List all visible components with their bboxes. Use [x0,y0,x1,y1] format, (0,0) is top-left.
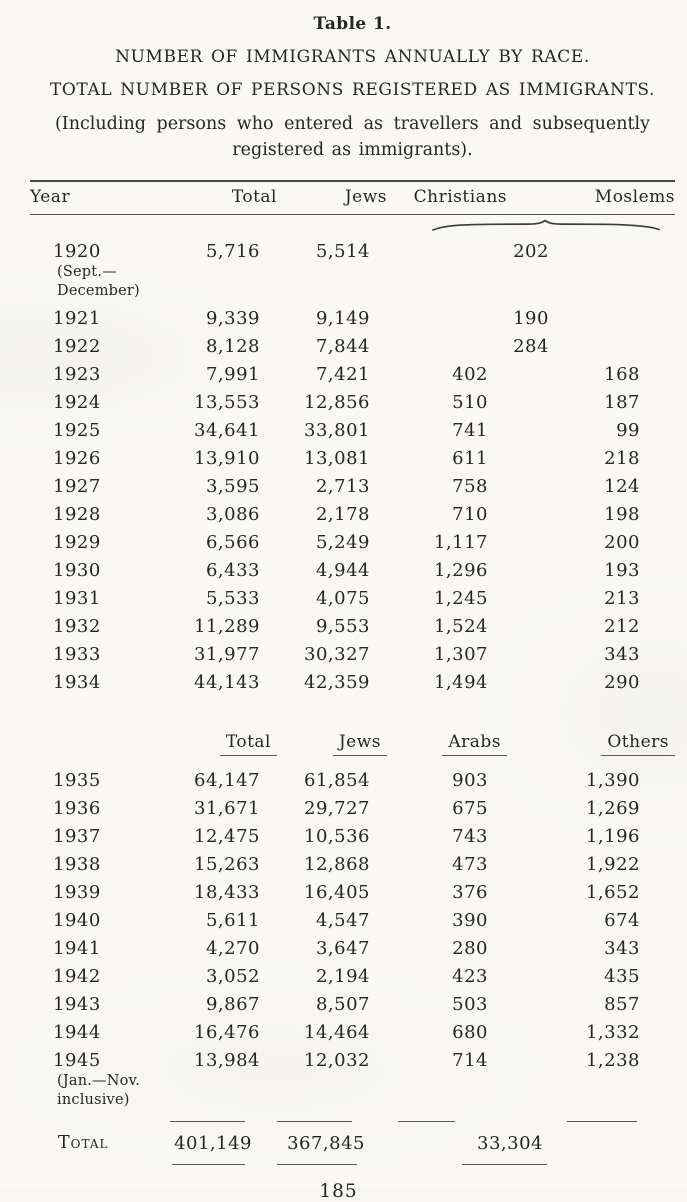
table2-body [30,766,675,1113]
year-cell [30,360,142,388]
jews-cell: 9,553 [315,615,370,637]
column-header-jews: Jews [277,181,387,215]
others-cell: 857 [604,993,640,1015]
column-header-christians: Christians [387,181,507,215]
total-cell: 3,052 [205,965,260,987]
christians-cell: 1,307 [433,643,488,665]
total-cell: 6,566 [205,531,260,553]
total-cell: 4,270 [205,937,260,959]
jews-cell: 12,032 [304,1049,370,1071]
total-cell: 13,910 [194,447,260,469]
year-label: 1923 [53,363,101,385]
total-cell: 9,867 [205,993,260,1015]
year-label: 1922 [53,335,101,357]
jews-cell: 2,713 [315,475,370,497]
others-cell: 1,390 [585,769,640,791]
jews-cell: 29,727 [304,797,370,819]
christians-cell: 741 [452,419,488,441]
christians-cell: 1,296 [433,559,488,581]
section-spacer [30,696,675,730]
year-cell [30,584,142,612]
table2-header-row [30,730,675,766]
jews-cell: 8,507 [315,993,370,1015]
column-header-year: Year [30,181,142,215]
grand-total-label: Total [58,1133,109,1153]
year-label: 1927 [53,475,101,497]
jews-cell: 12,868 [304,853,370,875]
closing-rule [462,1164,547,1165]
year-note [53,263,142,301]
moslems-cell: 99 [616,419,640,441]
arabs-cell: 680 [452,1021,488,1043]
jews-cell: 4,075 [315,587,370,609]
table1-body [30,237,675,696]
table1-header-row [30,181,675,215]
table-row [30,556,675,584]
year-cell [30,668,142,696]
table-row [30,1046,675,1113]
year-label: 1929 [53,531,101,553]
total-cell: 31,977 [194,643,260,665]
total-separator-rules [30,1113,675,1126]
table-row [30,332,675,360]
closing-rule [277,1164,357,1165]
year-label: 1930 [53,559,101,581]
jews-cell: 61,854 [304,769,370,791]
year-cell [30,794,142,822]
year-label: 1944 [53,1021,101,1043]
jews-cell: 16,405 [304,881,370,903]
christians-moslems-combined-cell: 202 [513,240,549,262]
separator-rule [567,1121,637,1122]
jews-cell: 14,464 [304,1021,370,1043]
page-number: 185 [319,1181,358,1202]
table-number-title: Table 1. [313,14,392,34]
year-label: 1921 [53,307,101,329]
jews-cell: 33,801 [304,419,370,441]
table-row [30,360,675,388]
year-note-line: inclusive) [57,1091,130,1108]
year-cell [30,388,142,416]
christians-cell: 1,524 [433,615,488,637]
moslems-cell: 213 [604,587,640,609]
christians-moslems-combined-cell: 190 [513,307,549,329]
total-cell: 18,433 [194,881,260,903]
jews-cell: 13,081 [304,447,370,469]
year-label: 1942 [53,965,101,987]
year-label: 1931 [53,587,101,609]
year-label: 1935 [53,769,101,791]
others-cell: 1,332 [585,1021,640,1043]
jews-cell: 3,647 [315,937,370,959]
table-row [30,640,675,668]
moslems-cell: 198 [604,503,640,525]
grand-total-arabs-others-value: 33,304 [477,1133,543,1154]
year-cell [30,962,142,990]
christians-moslems-combined-cell: 284 [513,335,549,357]
subtitle [30,111,675,164]
total-cell: 31,671 [194,797,260,819]
others-cell: 1,196 [585,825,640,847]
moslems-cell: 212 [604,615,640,637]
total-cell: 64,147 [194,769,260,791]
table-row [30,766,675,794]
year-cell [30,416,142,444]
christians-moslems-brace-icon [430,219,675,232]
grand-total-row [30,1126,675,1160]
arabs-cell: 473 [452,853,488,875]
table-row [30,304,675,332]
year-label: 1933 [53,643,101,665]
subtitle-line-2: registered as immigrants). [232,140,473,161]
christians-cell: 611 [452,447,488,469]
arabs-cell: 675 [452,797,488,819]
year-label: 1937 [53,825,101,847]
moslems-cell: 343 [604,643,640,665]
others-cell: 1,269 [585,797,640,819]
column-header-others: Others [507,730,675,766]
year-cell [30,990,142,1018]
jews-cell: 4,944 [315,559,370,581]
christians-cell: 510 [452,391,488,413]
total-cell: 12,475 [194,825,260,847]
year-cell [30,528,142,556]
year-label: 1939 [53,881,101,903]
arabs-cell: 280 [452,937,488,959]
year-cell [30,237,142,304]
others-cell: 1,238 [585,1049,640,1071]
jews-cell: 5,249 [315,531,370,553]
table-row [30,906,675,934]
main-heading: NUMBER OF IMMIGRANTS ANNUALLY BY RACE. [115,47,590,67]
table-row [30,472,675,500]
table-row [30,500,675,528]
separator-rule [277,1121,352,1122]
others-cell: 343 [604,937,640,959]
year-note-line: (Jan.—Nov. [57,1072,141,1089]
jews-cell: 9,149 [315,307,370,329]
table-row [30,668,675,696]
moslems-cell: 124 [604,475,640,497]
secondary-heading: TOTAL NUMBER OF PERSONS REGISTERED AS IMMIGRANTS. [49,80,656,100]
column-header-arabs: Arabs [387,730,507,766]
total-closing-rules [30,1160,675,1167]
year-cell [30,444,142,472]
separator-rule [170,1121,245,1122]
christians-cell: 1,117 [433,531,488,553]
year-label: 1940 [53,909,101,931]
year-label: 1941 [53,937,101,959]
christians-cell: 1,245 [433,587,488,609]
others-cell: 1,652 [585,881,640,903]
year-cell [30,906,142,934]
table-row [30,416,675,444]
others-cell: 1,922 [585,853,640,875]
moslems-cell: 168 [604,363,640,385]
column-header-moslems: Moslems [507,181,675,215]
year-cell [30,878,142,906]
total-cell: 11,289 [194,615,260,637]
year-cell [30,500,142,528]
total-cell: 5,533 [205,587,260,609]
table-row [30,388,675,416]
others-cell: 674 [604,909,640,931]
year-cell [30,1046,142,1113]
jews-cell: 4,547 [315,909,370,931]
table-row [30,444,675,472]
year-cell [30,850,142,878]
grand-total-value: 401,149 [174,1133,252,1154]
jews-cell: 7,844 [315,335,370,357]
grand-total-jews-value: 367,845 [287,1133,365,1154]
total-cell: 5,716 [205,240,260,262]
jews-cell: 5,514 [315,240,370,262]
jews-cell: 2,178 [315,503,370,525]
year-note [53,1072,142,1110]
total-cell: 6,433 [205,559,260,581]
total-cell: 15,263 [194,853,260,875]
year-cell [30,766,142,794]
year-label: 1928 [53,503,101,525]
arabs-cell: 376 [452,881,488,903]
closing-rule [172,1164,245,1165]
table-row [30,794,675,822]
year-label: 1932 [53,615,101,637]
column-header-total-2: Total [142,730,277,766]
separator-rule [398,1121,455,1122]
total-cell: 16,476 [194,1021,260,1043]
christians-cell: 1,494 [433,671,488,693]
arabs-cell: 390 [452,909,488,931]
total-cell: 3,086 [205,503,260,525]
moslems-cell: 187 [604,391,640,413]
total-cell: 5,611 [205,909,260,931]
moslems-cell: 218 [604,447,640,469]
table-row [30,962,675,990]
table-row [30,237,675,304]
jews-cell: 10,536 [304,825,370,847]
column-header-jews-2: Jews [277,730,387,766]
arabs-cell: 903 [452,769,488,791]
year-label: 1920 [53,240,101,262]
year-cell [30,332,142,360]
christians-cell: 758 [452,475,488,497]
immigrants-table [30,180,675,1168]
year-cell [30,556,142,584]
total-cell: 7,991 [205,363,260,385]
year-label: 1925 [53,419,101,441]
year-cell [30,304,142,332]
year-label: 1943 [53,993,101,1015]
year-label: 1934 [53,671,101,693]
jews-cell: 12,856 [304,391,370,413]
jews-cell: 42,359 [304,671,370,693]
table-row [30,990,675,1018]
table-row [30,850,675,878]
jews-cell: 7,421 [315,363,370,385]
year-note-line: (Sept.— [57,263,117,280]
table-row [30,878,675,906]
jews-cell: 2,194 [315,965,370,987]
arabs-cell: 714 [452,1049,488,1071]
total-cell: 3,595 [205,475,260,497]
year-cell [30,640,142,668]
year-cell [30,1018,142,1046]
total-cell: 44,143 [194,671,260,693]
total-cell: 8,128 [205,335,260,357]
christians-cell: 402 [452,363,488,385]
year-cell [30,472,142,500]
table-row [30,612,675,640]
year-cell [30,612,142,640]
christians-cell: 710 [452,503,488,525]
table-row [30,822,675,850]
others-cell: 435 [604,965,640,987]
moslems-cell: 200 [604,531,640,553]
subtitle-line-1: (Including persons who entered as travellers and subsequently [54,114,650,134]
moslems-cell: 290 [604,671,640,693]
total-cell: 13,553 [194,391,260,413]
table-row [30,1018,675,1046]
total-cell: 13,984 [194,1049,260,1071]
year-label: 1936 [53,797,101,819]
arabs-cell: 743 [452,825,488,847]
year-cell [30,822,142,850]
table-row [30,584,675,612]
table-row [30,934,675,962]
year-note-line: December) [57,282,140,299]
year-label: 1938 [53,853,101,875]
total-cell: 34,641 [194,419,260,441]
brace-row [30,214,675,237]
year-cell [30,934,142,962]
table-row [30,528,675,556]
jews-cell: 30,327 [304,643,370,665]
arabs-cell: 503 [452,993,488,1015]
total-cell: 9,339 [205,307,260,329]
arabs-cell: 423 [452,965,488,987]
year-label: 1926 [53,447,101,469]
moslems-cell: 193 [604,559,640,581]
column-header-total: Total [142,181,277,215]
year-label: 1945 [53,1049,101,1071]
year-label: 1924 [53,391,101,413]
